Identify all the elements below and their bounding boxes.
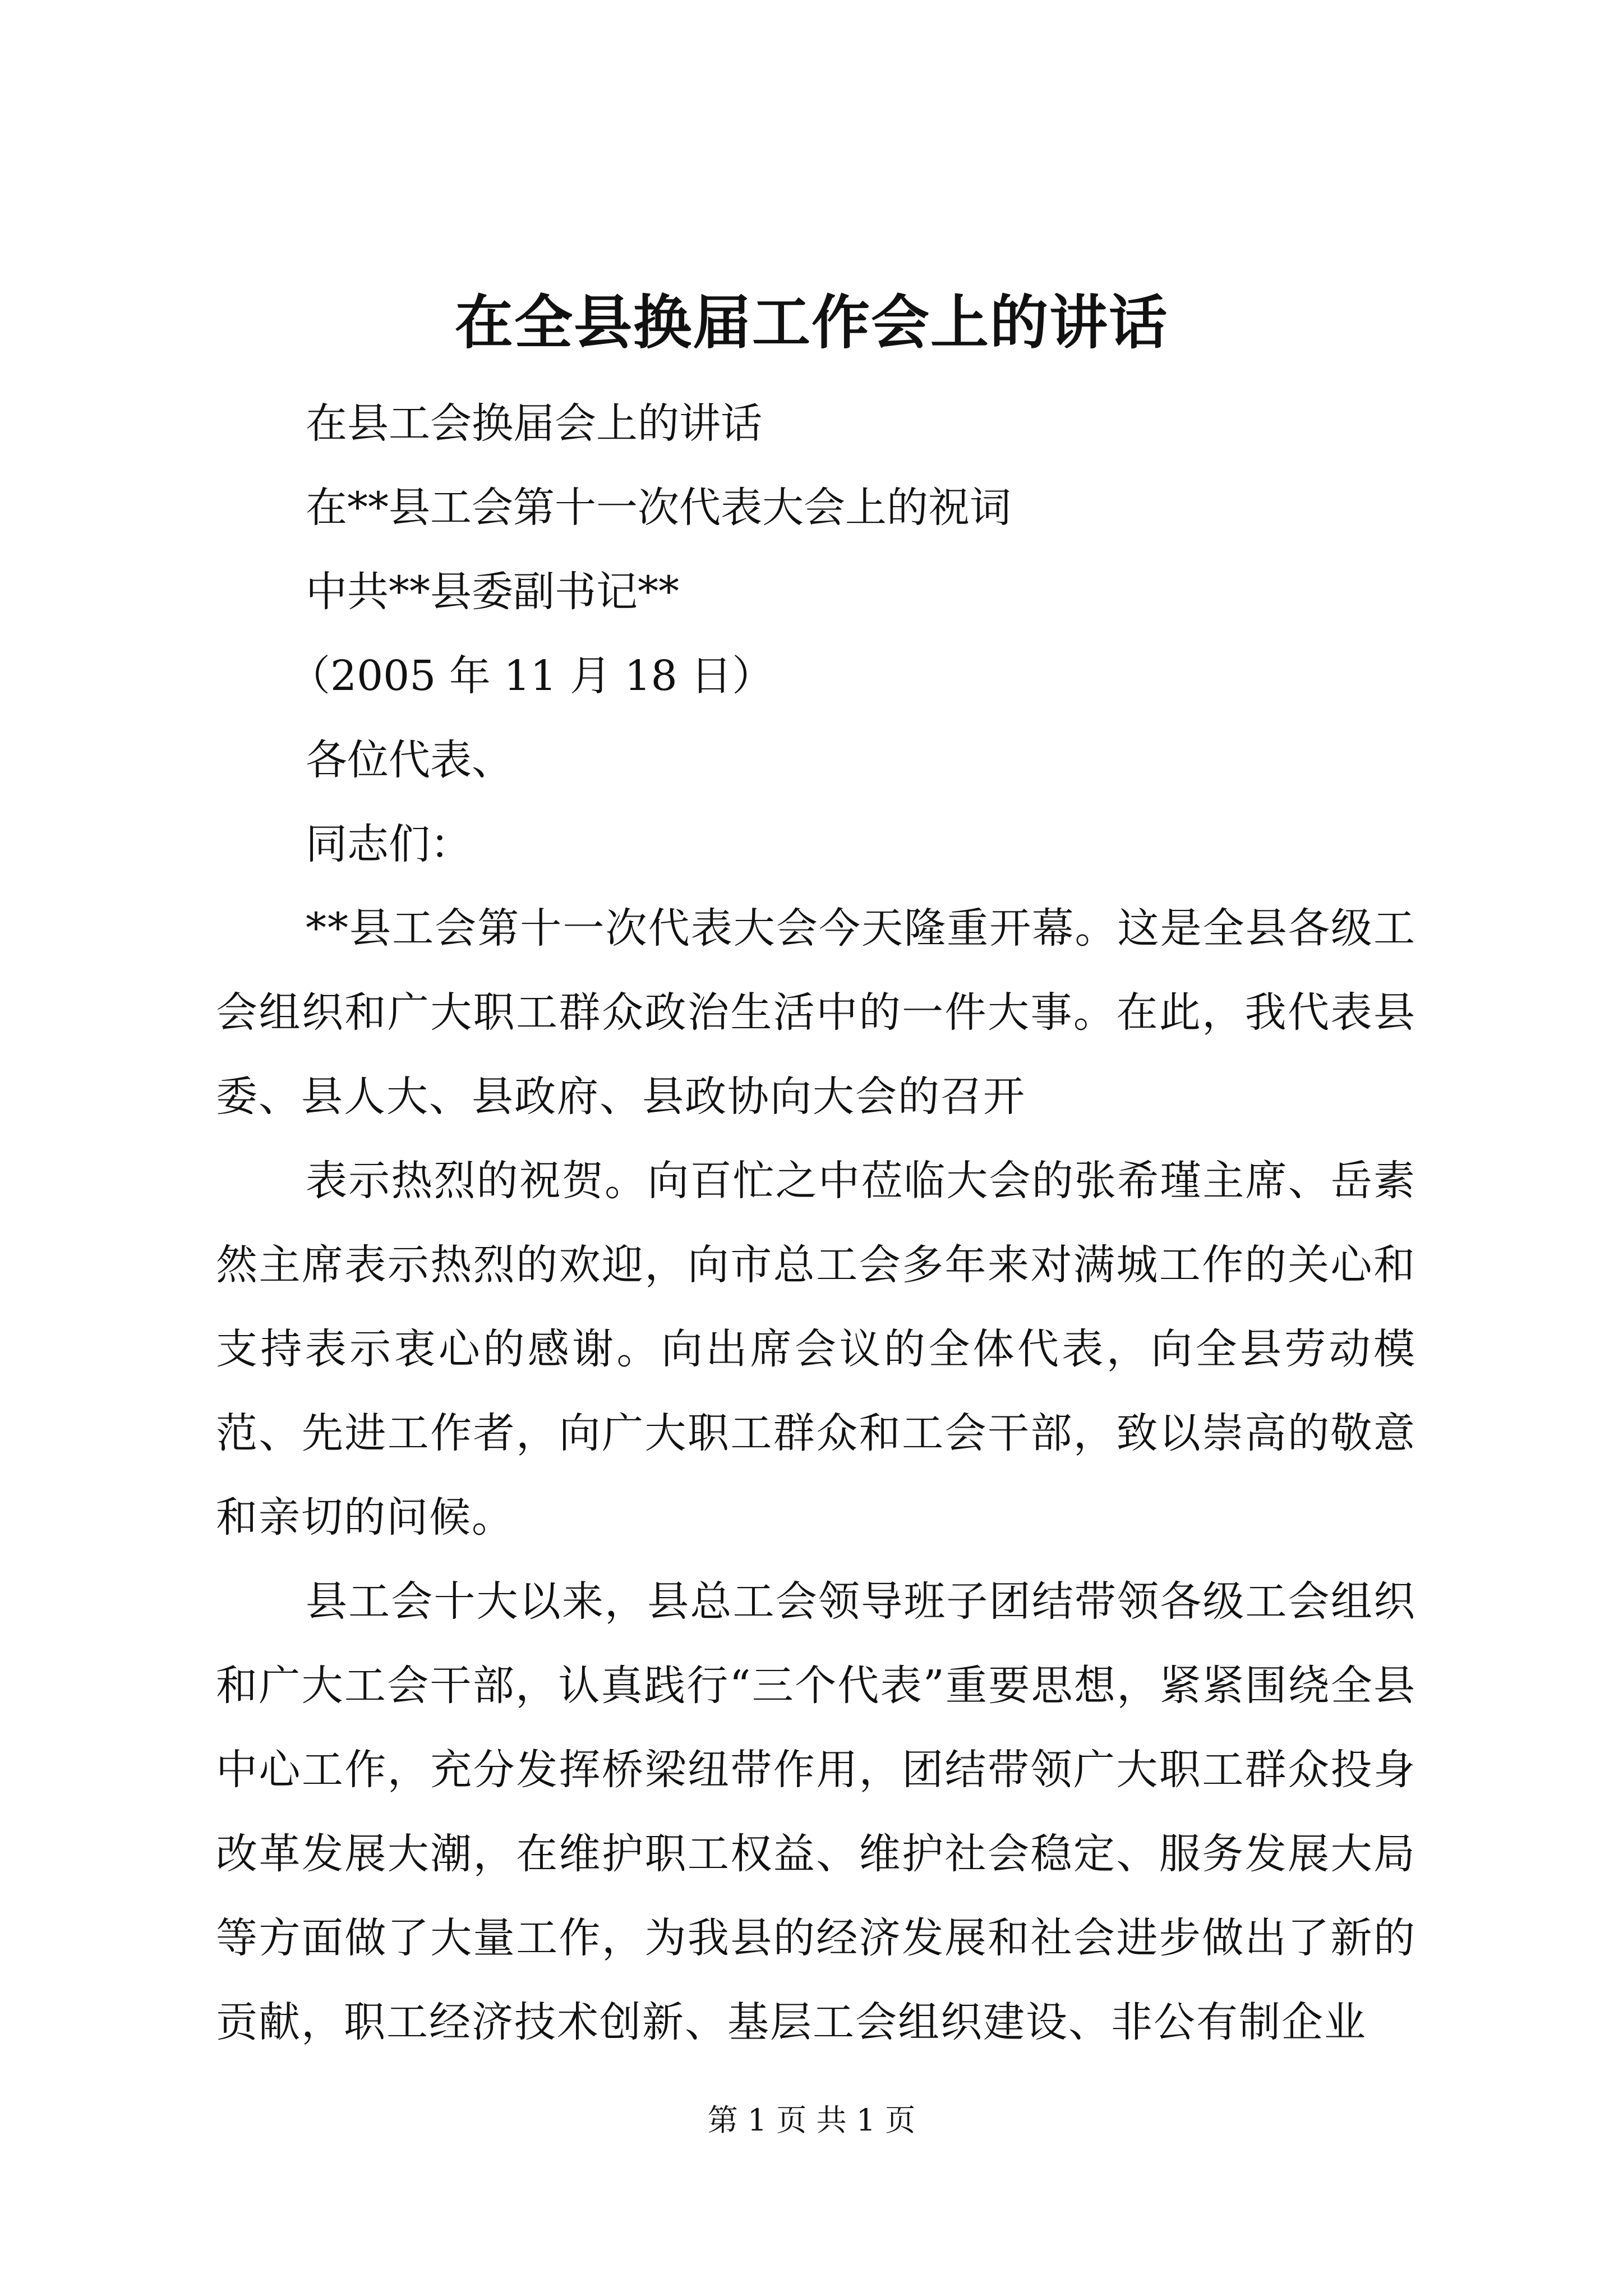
- document-body: [216, 381, 1416, 2064]
- paragraph-opening: **县工会第十一次代表大会今天隆重开幕。这是全县各级工会组织和广大职工群众政治生活中的一件大事。在此，我代表县委、县人大、县政府、县政协向大会的召开: [216, 904, 1416, 1121]
- speech-heading-line: 在**县工会第十一次代表大会上的祝词: [306, 484, 1011, 532]
- salutation-line-1: 各位代表、: [306, 736, 513, 784]
- date-line: （2005 年 11 月 18 日）: [289, 652, 774, 700]
- page-footer: 第 1 页 共 1 页: [707, 2102, 916, 2138]
- paragraph-congratulations: 表示热烈的祝贺。向百忙之中莅临大会的张希瑾主席、岳素然主席表示热烈的欢迎，向市总工会多年来对满城工作的关心和支持表示衷心的感谢。向出席会议的全体代表，向全县劳动模范、先进工作者，向广大职工群众和工会干部，致以崇高的敬意和亲切的问候。: [216, 1157, 1416, 1542]
- paragraph-achievements: 县工会十大以来，县总工会领导班子团结带领各级工会组织和广大工会干部，认真践行“三个代表”重要思想，紧紧围绕全县中心工作，充分发挥桥梁纽带作用，团结带领广大职工群众投身改革发展大潮，在维护职工权益、维护社会稳定、服务发展大局等方面做了大量工作，为我县的经济发展和社会进步做出了新的贡献，职工经济技术创新、基层工会组织建设、非公有制企业: [216, 1577, 1416, 2046]
- document-title: 在全县换届工作会上的讲话: [454, 288, 1168, 357]
- subtitle-line: 在县工会换届会上的讲话: [306, 399, 762, 448]
- salutation-line-2: 同志们：: [306, 820, 472, 868]
- speaker-line: 中共**县委副书记**: [306, 568, 679, 616]
